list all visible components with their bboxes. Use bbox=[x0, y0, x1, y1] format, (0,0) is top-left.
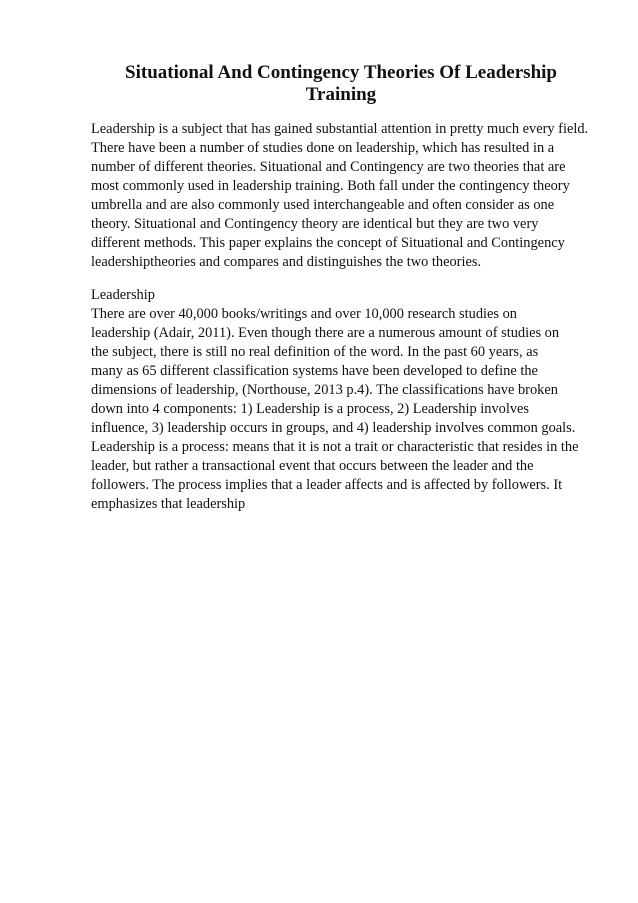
section-line-9: leader, but rather a transactional event that occurs between the leader and the bbox=[91, 458, 534, 474]
document-title bbox=[60, 62, 622, 106]
section-line-8: Leadership is a process: means that it is not a trait or characteristic that resides in the bbox=[91, 439, 579, 455]
intro-line-3: number of different theories. Situational and Contingency are two theories that are bbox=[91, 159, 566, 175]
section-line-1: There are over 40,000 books/writings and over 10,000 research studies on bbox=[91, 306, 518, 322]
section-line-6: down into 4 components: 1) Leadership is a process, 2) Leadership involves bbox=[91, 401, 530, 417]
title-line-2: Training bbox=[305, 84, 377, 105]
intro-line-2: There have been a number of studies done on leadership, which has resulted in a bbox=[91, 140, 555, 156]
intro-line-4: most commonly used in leadership training. Both fall under the contingency theory bbox=[91, 178, 570, 194]
intro-line-8: leadershiptheories and compares and distinguishes the two theories. bbox=[91, 254, 482, 270]
intro-line-5: umbrella and are also commonly used interchangeable and often consider as one bbox=[91, 197, 555, 213]
intro-line-7: different methods. This paper explains the concept of Situational and Contingency bbox=[91, 235, 565, 251]
intro-line-1: Leadership is a subject that has gained substantial attention in pretty much every field. bbox=[91, 121, 589, 137]
section-line-4: many as 65 different classification systems have been developed to define the bbox=[91, 363, 538, 379]
section-heading-leadership: Leadership bbox=[91, 287, 155, 303]
section-line-11: emphasizes that leadership bbox=[91, 496, 246, 512]
intro-line-6: theory. Situational and Contingency theory are identical but they are two very bbox=[91, 216, 539, 232]
section-line-5: dimensions of leadership, (Northouse, 2013 p.4). The classifications have broken bbox=[91, 382, 558, 398]
title-line-1: Situational And Contingency Theories Of Leadership bbox=[125, 62, 557, 83]
section-line-7: influence, 3) leadership occurs in groups, and 4) leadership involves common goals. bbox=[91, 420, 576, 436]
section-line-3: the subject, there is still no real definition of the word. In the past 60 years, as bbox=[91, 344, 539, 360]
section-line-10: followers. The process implies that a leader affects and is affected by followers. It bbox=[91, 477, 563, 493]
section-line-2: leadership (Adair, 2011). Even though there are a numerous amount of studies on bbox=[91, 325, 560, 341]
